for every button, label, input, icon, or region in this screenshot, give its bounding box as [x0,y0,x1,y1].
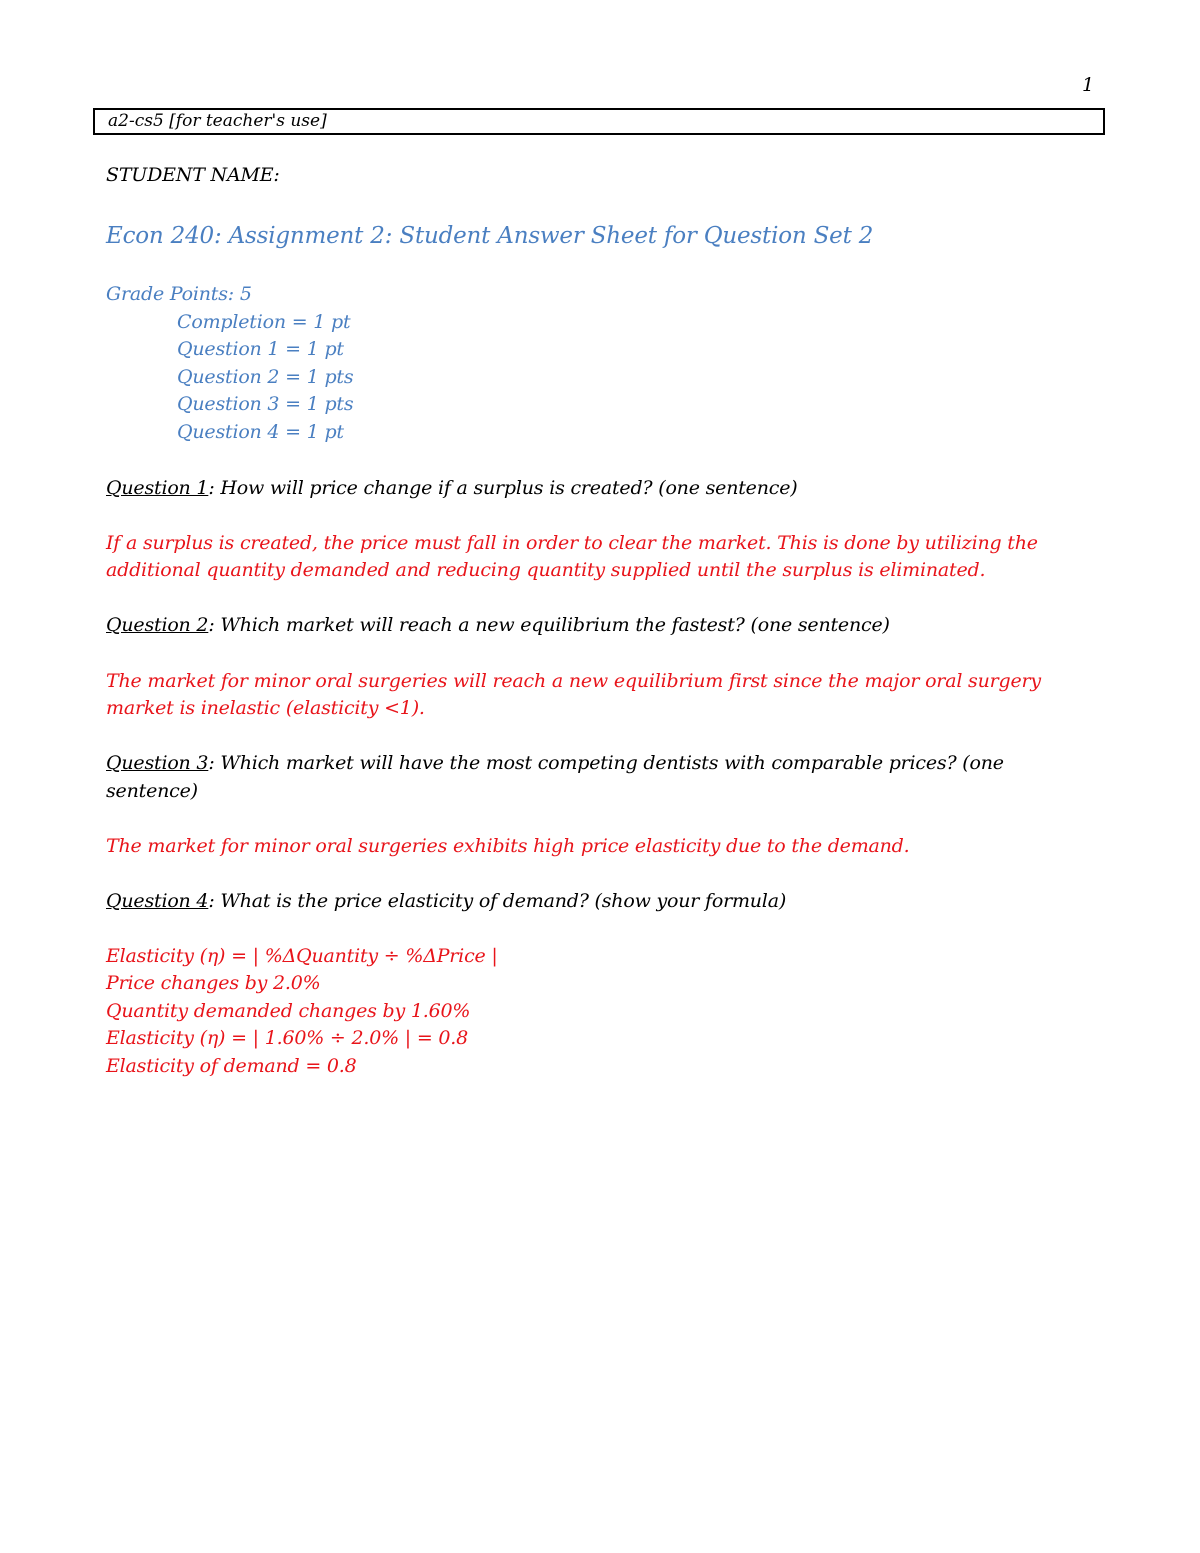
document-title: Econ 240: Assignment 2: Student Answer Sheet for Question Set 2 [106,223,874,249]
question-4-prompt: : What is the price elasticity of demand? (show your formula) [208,890,787,912]
grade-item-question-1: Question 1 = 1 pt [177,338,344,360]
teacher-use-label: a2-cs5 [for teacher's use] [108,111,327,131]
answer-3-line-1: The market for minor oral surgeries exhibits high price elasticity due to the demand. [106,835,910,857]
answer-4-formula: Elasticity (η) = | %ΔQuantity ÷ %ΔPrice | [106,945,498,967]
question-3-prompt-continued: sentence) [106,780,198,802]
answer-2-line-2: market is inelastic (elasticity <1). [106,697,425,719]
question-3 [106,750,1004,777]
grade-points-heading: Grade Points: 5 [106,283,252,305]
student-name-label: STUDENT NAME: [106,164,280,186]
teacher-use-box [93,108,1105,135]
question-4 [106,888,786,915]
answer-4-calculation: Elasticity (η) = | 1.60% ÷ 2.0% | = 0.8 [106,1027,468,1049]
question-2-label: Question 2 [106,614,209,636]
grade-item-question-2: Question 2 = 1 pts [177,366,354,388]
answer-1-line-2: additional quantity demanded and reducing quantity supplied until the surplus is eliminated. [106,559,986,581]
question-2-prompt: : Which market will reach a new equilibrium the fastest? (one sentence) [208,614,890,636]
answer-1-line-1: If a surplus is created, the price must fall in order to clear the market. This is done by utilizing the [106,532,1038,554]
question-1-label: Question 1 [106,477,209,499]
answer-2-line-1: The market for minor oral surgeries will reach a new equilibrium first since the major oral surgery [106,670,1041,692]
grade-item-completion: Completion = 1 pt [177,311,351,333]
question-1 [106,475,797,502]
question-3-label: Question 3 [106,752,209,774]
answer-4-result: Elasticity of demand = 0.8 [106,1055,357,1077]
question-3-prompt: : Which market will have the most competing dentists with comparable prices? (one [208,752,1004,774]
page-number: 1 [1082,74,1095,96]
grade-item-question-3: Question 3 = 1 pts [177,393,354,415]
question-4-label: Question 4 [106,890,209,912]
grade-item-question-4: Question 4 = 1 pt [177,421,344,443]
question-2 [106,612,890,639]
answer-4-quantity-change: Quantity demanded changes by 1.60% [106,1000,471,1022]
question-1-prompt: : How will price change if a surplus is created? (one sentence) [208,477,798,499]
answer-4-price-change: Price changes by 2.0% [106,972,321,994]
